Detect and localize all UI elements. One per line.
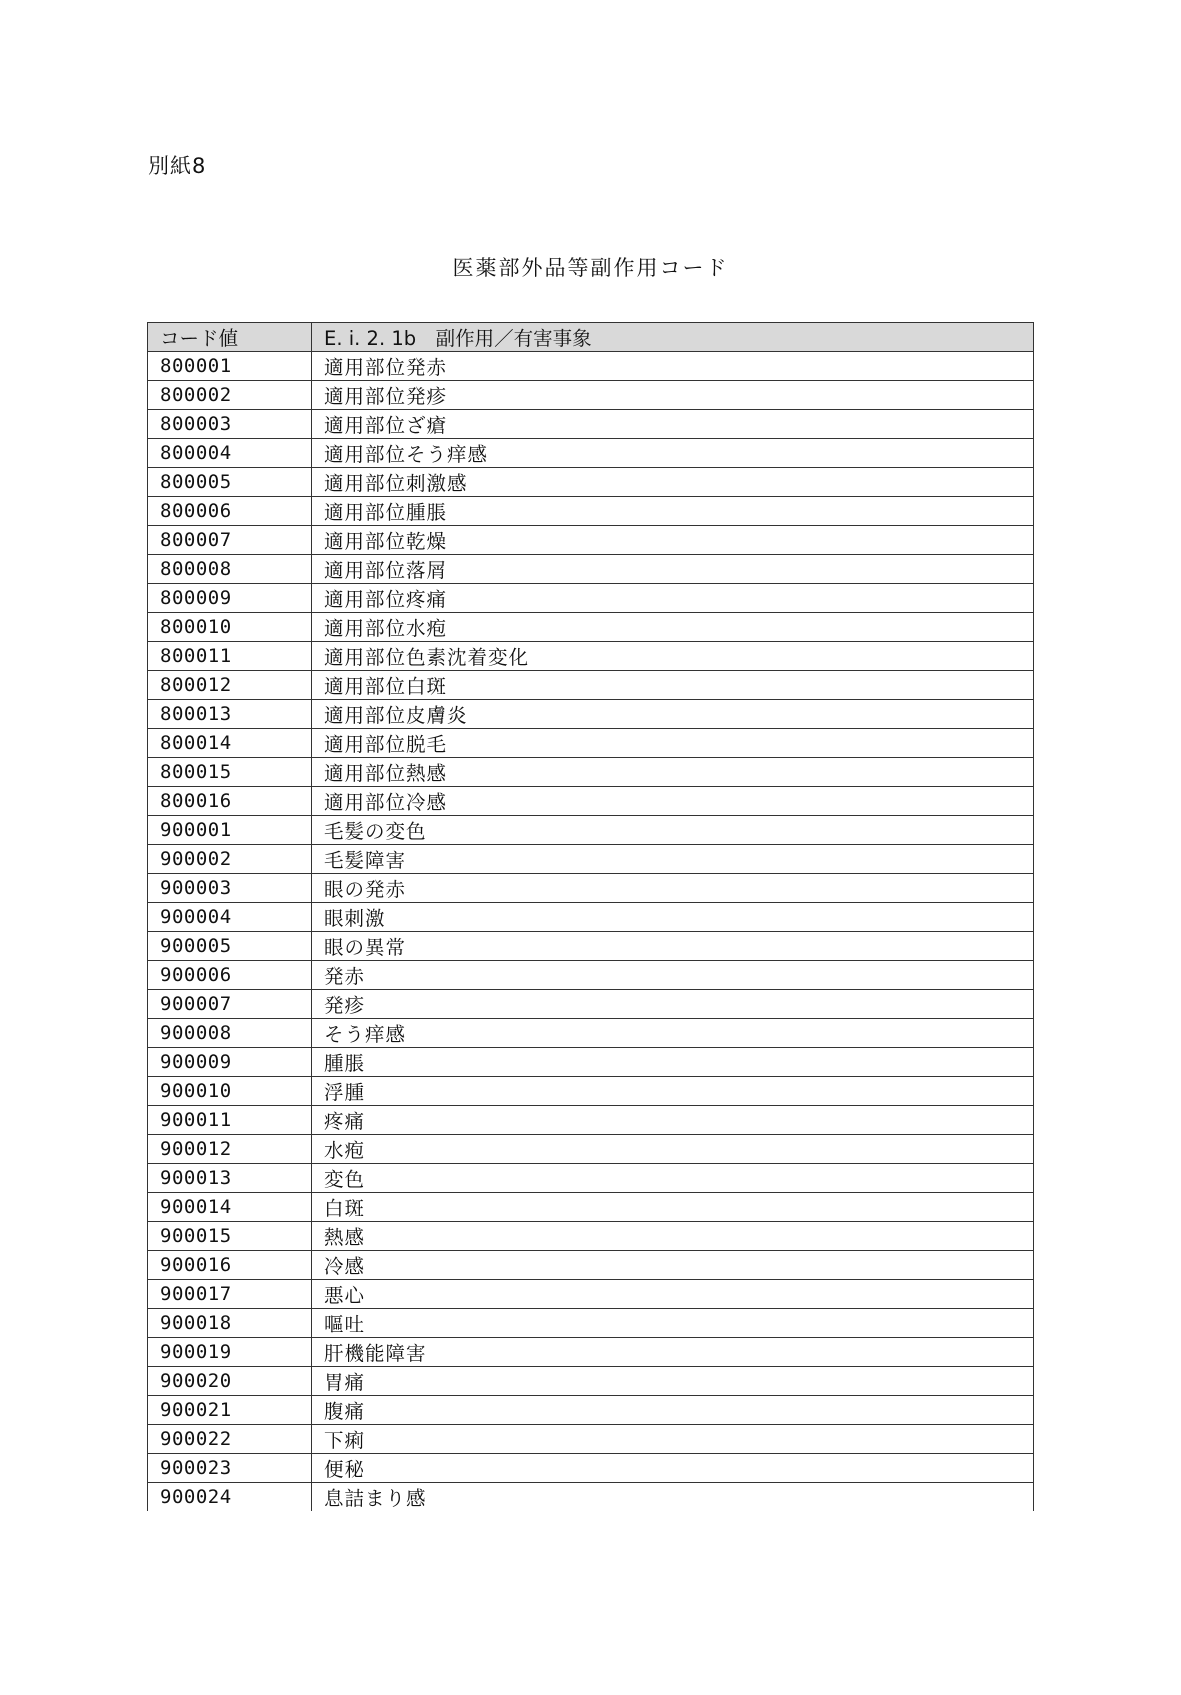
term-cell: 適用部位刺激感 (312, 468, 1034, 497)
term-cell: 適用部位発赤 (312, 352, 1034, 381)
document-title: 医薬部外品等副作用コード (452, 256, 729, 280)
code-cell: 900001 (148, 816, 312, 845)
table-row (148, 468, 1034, 497)
code-cell: 900017 (148, 1280, 312, 1309)
code-cell: 800015 (148, 758, 312, 787)
table-row (148, 758, 1034, 787)
term-cell: 下痢 (312, 1425, 1034, 1454)
term-cell: 発赤 (312, 961, 1034, 990)
code-cell: 900007 (148, 990, 312, 1019)
code-cell: 900014 (148, 1193, 312, 1222)
term-cell: 適用部位発疹 (312, 381, 1034, 410)
term-cell: そう痒感 (312, 1019, 1034, 1048)
code-cell: 800008 (148, 555, 312, 584)
term-cell: 疼痛 (312, 1106, 1034, 1135)
table-row (148, 1164, 1034, 1193)
term-cell: 水疱 (312, 1135, 1034, 1164)
table-row (148, 439, 1034, 468)
code-cell: 800012 (148, 671, 312, 700)
code-cell: 900015 (148, 1222, 312, 1251)
term-cell: 息詰まり感 (312, 1483, 1034, 1512)
term-cell: 適用部位水疱 (312, 613, 1034, 642)
table-row (148, 845, 1034, 874)
term-cell: 悪心 (312, 1280, 1034, 1309)
table-row (148, 410, 1034, 439)
table-row (148, 642, 1034, 671)
code-cell: 900004 (148, 903, 312, 932)
code-cell: 800013 (148, 700, 312, 729)
term-cell: 適用部位疼痛 (312, 584, 1034, 613)
table-row (148, 555, 1034, 584)
term-cell: 腫脹 (312, 1048, 1034, 1077)
term-cell: 冷感 (312, 1251, 1034, 1280)
table-row (148, 1483, 1034, 1512)
table-row (148, 700, 1034, 729)
code-cell: 900016 (148, 1251, 312, 1280)
term-cell: 眼の異常 (312, 932, 1034, 961)
term-cell: 便秘 (312, 1454, 1034, 1483)
table-row (148, 729, 1034, 758)
term-cell: 適用部位冷感 (312, 787, 1034, 816)
table-row (148, 352, 1034, 381)
table-row (148, 526, 1034, 555)
table-row (148, 903, 1034, 932)
code-cell: 800006 (148, 497, 312, 526)
code-cell: 800016 (148, 787, 312, 816)
term-cell: 胃痛 (312, 1367, 1034, 1396)
term-cell: 嘔吐 (312, 1309, 1034, 1338)
code-cell: 800005 (148, 468, 312, 497)
adverse-reaction-code-table (147, 322, 1033, 1511)
term-cell: 適用部位腫脹 (312, 497, 1034, 526)
code-cell: 900019 (148, 1338, 312, 1367)
table-row (148, 1251, 1034, 1280)
term-cell: 適用部位落屑 (312, 555, 1034, 584)
term-cell: 適用部位そう痒感 (312, 439, 1034, 468)
code-cell: 900006 (148, 961, 312, 990)
code-cell: 900024 (148, 1483, 312, 1512)
code-cell: 800002 (148, 381, 312, 410)
term-cell: 眼の発赤 (312, 874, 1034, 903)
term-cell: 適用部位熱感 (312, 758, 1034, 787)
term-cell: 熱感 (312, 1222, 1034, 1251)
term-cell: 変色 (312, 1164, 1034, 1193)
term-cell: 毛髪障害 (312, 845, 1034, 874)
table-row (148, 1367, 1034, 1396)
table-row (148, 1222, 1034, 1251)
table-row (148, 1193, 1034, 1222)
table-body (148, 352, 1034, 1512)
code-cell: 900013 (148, 1164, 312, 1193)
table-row (148, 1396, 1034, 1425)
annex-label: 別紙8 (148, 154, 207, 178)
table-row (148, 816, 1034, 845)
header-adverse-event: E. i. 2. 1b 副作用／有害事象 (312, 323, 1034, 352)
term-cell: 毛髪の変色 (312, 816, 1034, 845)
code-cell: 900008 (148, 1019, 312, 1048)
term-cell: 適用部位ざ瘡 (312, 410, 1034, 439)
term-cell: 適用部位白斑 (312, 671, 1034, 700)
table-row (148, 1309, 1034, 1338)
table-row (148, 1425, 1034, 1454)
code-cell: 800014 (148, 729, 312, 758)
table-row (148, 584, 1034, 613)
code-cell: 900021 (148, 1396, 312, 1425)
table-row (148, 1338, 1034, 1367)
code-cell: 800007 (148, 526, 312, 555)
term-cell: 白斑 (312, 1193, 1034, 1222)
term-cell: 適用部位脱毛 (312, 729, 1034, 758)
code-cell: 900005 (148, 932, 312, 961)
table-row (148, 1048, 1034, 1077)
table-row (148, 874, 1034, 903)
table-row (148, 787, 1034, 816)
term-cell: 適用部位乾燥 (312, 526, 1034, 555)
code-cell: 900009 (148, 1048, 312, 1077)
code-cell: 900023 (148, 1454, 312, 1483)
code-cell: 900010 (148, 1077, 312, 1106)
term-cell: 眼刺激 (312, 903, 1034, 932)
table-row (148, 961, 1034, 990)
term-cell: 発疹 (312, 990, 1034, 1019)
code-table (147, 322, 1034, 1511)
code-cell: 800010 (148, 613, 312, 642)
term-cell: 浮腫 (312, 1077, 1034, 1106)
code-cell: 800011 (148, 642, 312, 671)
table-row (148, 613, 1034, 642)
table-row (148, 1077, 1034, 1106)
term-cell: 適用部位色素沈着変化 (312, 642, 1034, 671)
code-cell: 800009 (148, 584, 312, 613)
table-header-row (148, 323, 1034, 352)
table-row (148, 1135, 1034, 1164)
code-cell: 900012 (148, 1135, 312, 1164)
table-row (148, 1280, 1034, 1309)
table-row (148, 1106, 1034, 1135)
code-cell: 900022 (148, 1425, 312, 1454)
term-cell: 腹痛 (312, 1396, 1034, 1425)
table-row (148, 497, 1034, 526)
code-cell: 800004 (148, 439, 312, 468)
code-cell: 900018 (148, 1309, 312, 1338)
code-cell: 900020 (148, 1367, 312, 1396)
table-row (148, 990, 1034, 1019)
code-cell: 800001 (148, 352, 312, 381)
code-cell: 900011 (148, 1106, 312, 1135)
header-code-value: コード値 (148, 323, 312, 352)
table-row (148, 1454, 1034, 1483)
code-cell: 900003 (148, 874, 312, 903)
term-cell: 肝機能障害 (312, 1338, 1034, 1367)
code-cell: 800003 (148, 410, 312, 439)
table-row (148, 932, 1034, 961)
table-row (148, 381, 1034, 410)
code-cell: 900002 (148, 845, 312, 874)
term-cell: 適用部位皮膚炎 (312, 700, 1034, 729)
table-row (148, 1019, 1034, 1048)
table-row (148, 671, 1034, 700)
